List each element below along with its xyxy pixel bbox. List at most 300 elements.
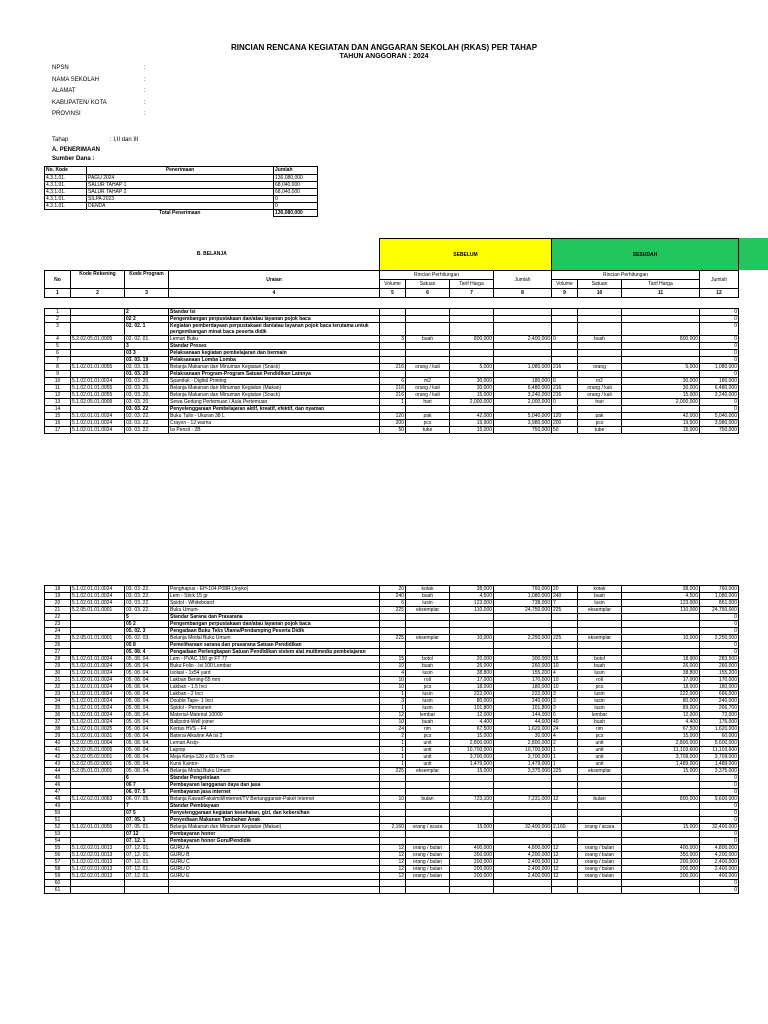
belanja-cell: 200,000 xyxy=(450,873,494,880)
belanja-cell: 07. 05. 01. xyxy=(125,824,169,831)
penerimaan-header-cell: No. Kode xyxy=(45,167,87,175)
belanja-cell: 19,900 xyxy=(622,420,700,427)
belanja-cell: 34 xyxy=(45,698,71,705)
belanja-cell: 02 2 xyxy=(125,316,169,323)
belanja-cell: 0 xyxy=(700,782,739,789)
belanja-cell xyxy=(125,887,169,894)
belanja-header xyxy=(44,238,739,298)
belanja-cell: 18 xyxy=(45,586,71,593)
belanja-cell xyxy=(450,357,494,364)
belanja-cell: 50 xyxy=(380,427,406,434)
belanja-row xyxy=(45,726,739,733)
belanja-row xyxy=(45,628,739,635)
belanja-cell xyxy=(71,838,125,845)
belanja-cell xyxy=(450,642,494,649)
belanja-cell: Pemeliharaan sarana dan prasarana Satuan Pendidikan xyxy=(169,642,380,649)
belanja-cell: 5.1.02.01.01.0055 xyxy=(71,385,125,392)
belanja-cell: 0 xyxy=(700,399,739,406)
belanja-cell: 19,900 xyxy=(450,420,494,427)
belanja-cell: buah xyxy=(578,663,622,670)
column-number-cell: 10 xyxy=(578,289,622,298)
rincian-sesudah-header: Rincian Perhitungan xyxy=(552,271,700,280)
belanja-row xyxy=(45,371,739,378)
belanja-cell: 2 xyxy=(380,733,406,740)
belanja-cell xyxy=(406,357,450,364)
belanja-cell: 2 xyxy=(45,316,71,323)
belanja-cell: 10 xyxy=(380,796,406,803)
belanja-cell xyxy=(622,887,700,894)
belanja-cell: 12,000 xyxy=(622,712,700,719)
belanja-cell: 23 xyxy=(45,621,71,628)
belanja-cell: 15 xyxy=(45,413,71,420)
penerimaan-cell: DENDA xyxy=(87,203,274,210)
belanja-cell: 10,000 xyxy=(450,635,494,642)
belanja-row xyxy=(45,656,739,663)
belanja-cell xyxy=(578,621,622,628)
belanja-cell xyxy=(552,614,578,621)
belanja-cell xyxy=(552,810,578,817)
belanja-cell xyxy=(552,642,578,649)
belanja-cell: 200,000 xyxy=(450,866,494,873)
belanja-row xyxy=(45,712,739,719)
belanja-cell xyxy=(494,775,552,782)
belanja-cell: 26,000 xyxy=(622,663,700,670)
belanja-cell: orang / bulan xyxy=(578,852,622,859)
belanja-cell: 5.1.02.02.01.0013 xyxy=(71,852,125,859)
belanja-cell: roll xyxy=(406,677,450,684)
belanja-cell: 38,800 xyxy=(450,670,494,677)
belanja-cell: Kegiatan pemberdayaan perpustakaan dan/atau layanan pojok baca terutama untuk pengembangan minat baca peserta didik xyxy=(169,323,380,336)
belanja-cell: orang / bulan xyxy=(578,845,622,852)
belanja-cell: 52 xyxy=(45,824,71,831)
belanja-cell: orang / acara xyxy=(406,824,450,831)
belanja-cell: 12 xyxy=(552,859,578,866)
belanja-cell: 260,000 xyxy=(700,663,739,670)
belanja-cell: buah xyxy=(578,593,622,600)
belanja-cell: buah xyxy=(406,663,450,670)
belanja-cell: 225 xyxy=(380,635,406,642)
belanja-cell: lusin xyxy=(578,705,622,712)
belanja-cell: 1,080,000 xyxy=(700,593,739,600)
belanja-cell: 18,000 xyxy=(450,684,494,691)
belanja-row xyxy=(45,775,739,782)
belanja-cell xyxy=(622,343,700,350)
belanja-cell: 31 xyxy=(45,677,71,684)
belanja-cell: 18,900 xyxy=(622,656,700,663)
belanja-cell: 260,000 xyxy=(494,663,552,670)
belanja-cell xyxy=(494,782,552,789)
belanja-cell: 1 xyxy=(552,761,578,768)
belanja-cell: 03. 03. 22. xyxy=(125,600,169,607)
belanja-cell xyxy=(578,775,622,782)
belanja-cell: 12 xyxy=(380,859,406,866)
belanja-cell: 15,000 xyxy=(622,392,700,399)
belanja-cell: 12 xyxy=(380,866,406,873)
belanja-cell: 3 xyxy=(125,343,169,350)
belanja-cell: bulan xyxy=(578,796,622,803)
belanja-row xyxy=(45,880,739,887)
belanja-cell: 24,750,000 xyxy=(494,607,552,614)
belanja-cell xyxy=(494,810,552,817)
belanja-cell: 3 xyxy=(380,698,406,705)
identity-colon: : xyxy=(144,76,146,83)
belanja-cell xyxy=(494,614,552,621)
belanja-cell: orang / bulan xyxy=(406,859,450,866)
belanja-cell: 0 xyxy=(700,642,739,649)
belanja-cell: Spidol - Whiteboard xyxy=(169,600,380,607)
belanja-row xyxy=(45,838,739,845)
belanja-cell xyxy=(552,880,578,887)
belanja-row xyxy=(45,385,739,392)
page-title: RINCIAN RENCANA KEGIATAN DAN ANGGARAN SEKOLAH (RKAS) PER TAHAP xyxy=(230,43,538,52)
belanja-cell: 5.1.02.01.01.0024 xyxy=(71,663,125,670)
belanja-cell: 0 xyxy=(700,316,739,323)
belanja-cell: 200,000 xyxy=(622,859,700,866)
belanja-cell xyxy=(622,775,700,782)
belanja-cell xyxy=(450,350,494,357)
belanja-cell xyxy=(552,323,578,336)
belanja-cell: 30,000 xyxy=(622,385,700,392)
belanja-cell: 180,000 xyxy=(700,378,739,385)
belanja-row xyxy=(45,635,739,642)
belanja-cell: 7 xyxy=(45,357,71,364)
belanja-cell: 89,000 xyxy=(622,705,700,712)
belanja-cell xyxy=(406,775,450,782)
belanja-cell: Lem - Stick 15 gr xyxy=(169,593,380,600)
belanja-cell: 6 xyxy=(552,378,578,385)
belanja-cell xyxy=(552,831,578,838)
belanja-cell: 738,000 xyxy=(494,600,552,607)
belanja-cell: 5.1.02.02.01.0063 xyxy=(71,796,125,803)
belanja-row xyxy=(45,336,739,343)
belanja-cell: Isolasi - 1x54 yard xyxy=(169,670,380,677)
belanja-cell: Standar Pengelolaan xyxy=(169,775,380,782)
belanja-cell: orang / acara xyxy=(578,824,622,831)
belanja-cell xyxy=(71,642,125,649)
belanja-cell: 67,500 xyxy=(450,726,494,733)
belanja-cell xyxy=(622,789,700,796)
belanja-cell xyxy=(380,789,406,796)
belanja-cell: 5.1.02.01.01.0024 xyxy=(71,712,125,719)
belanja-cell: 200 xyxy=(380,420,406,427)
belanja-cell: Lemari Arsip- xyxy=(169,740,380,747)
belanja-cell: 18,000 xyxy=(622,684,700,691)
belanja-cell: 180,000 xyxy=(494,378,552,385)
identity-colon: : xyxy=(144,65,146,71)
belanja-cell: 07. 12. 01. xyxy=(125,852,169,859)
penerimaan-header-cell: Jumlah xyxy=(274,167,318,175)
belanja-cell: Belanja Makanan dan Minuman Kegiatan (Makan) xyxy=(169,385,380,392)
belanja-cell: 1 xyxy=(552,754,578,761)
belanja-cell: 58 xyxy=(45,866,71,873)
identity-label: NAMA SEKOLAH xyxy=(52,76,100,83)
belanja-cell: 0 xyxy=(552,399,578,406)
belanja-cell: 2,400,000 xyxy=(494,873,552,880)
total-penerimaan-label: Total Penerimaan xyxy=(159,210,201,216)
belanja-cell: 38,800 xyxy=(622,670,700,677)
belanja-cell: 2,400,000 xyxy=(494,336,552,343)
belanja-cell: 32,400,000 xyxy=(700,824,739,831)
belanja-cell: orang / bulan xyxy=(578,873,622,880)
belanja-cell: 0 xyxy=(700,649,739,656)
belanja-cell: 5,600,000 xyxy=(700,740,739,747)
belanja-cell: 13 xyxy=(45,399,71,406)
belanja-cell: Kertas HVS - F4 xyxy=(169,726,380,733)
belanja-cell: 110,000 xyxy=(450,607,494,614)
belanja-cell: 5.1.02.01.01.0024 xyxy=(71,593,125,600)
belanja-cell xyxy=(406,817,450,824)
belanja-cell: 1 xyxy=(552,747,578,754)
belanja-cell: Pembayaran langganan daya dan jasa xyxy=(169,782,380,789)
belanja-cell xyxy=(578,614,622,621)
belanja-cell xyxy=(450,309,494,316)
belanja-cell: 12 xyxy=(552,796,578,803)
belanja-cell: 20 xyxy=(45,600,71,607)
belanja-cell xyxy=(169,887,380,894)
penerimaan-row xyxy=(45,182,318,189)
belanja-row xyxy=(45,810,739,817)
belanja-cell xyxy=(494,649,552,656)
belanja-cell xyxy=(494,309,552,316)
belanja-cell: lembar xyxy=(578,712,622,719)
belanja-cell: 5.2.05.01.01.0001 xyxy=(71,635,125,642)
belanja-cell: 53 xyxy=(45,831,71,838)
belanja-cell: Ballpoint-Well joiner xyxy=(169,719,380,726)
belanja-cell: 240,000 xyxy=(494,698,552,705)
belanja-cell xyxy=(71,649,125,656)
belanja-cell: 176,000 xyxy=(700,719,739,726)
identity-label: NPSN xyxy=(52,65,69,71)
belanja-cell xyxy=(578,838,622,845)
belanja-cell: 2 xyxy=(552,740,578,747)
belanja-cell: 10 xyxy=(380,663,406,670)
penerimaan-table xyxy=(44,166,318,217)
belanja-cell: buah xyxy=(578,719,622,726)
volume-header: Volume xyxy=(380,280,406,289)
belanja-cell xyxy=(450,614,494,621)
belanja-cell xyxy=(71,831,125,838)
penerimaan-cell: 68,040,000 xyxy=(274,189,318,196)
belanja-cell: 155,200 xyxy=(700,670,739,677)
belanja-cell: 6,480,000 xyxy=(494,385,552,392)
belanja-cell: 14 xyxy=(45,406,71,413)
belanja-cell: 400,000 xyxy=(450,845,494,852)
belanja-cell: 05. 02. 3 xyxy=(125,628,169,635)
belanja-cell xyxy=(578,406,622,413)
belanja-cell xyxy=(380,621,406,628)
belanja-row xyxy=(45,691,739,698)
belanja-cell: 15,000 xyxy=(450,733,494,740)
belanja-row xyxy=(45,824,739,831)
belanja-cell: 03 3 xyxy=(125,350,169,357)
belanja-cell xyxy=(380,357,406,364)
belanja-cell: Buku Folio - Isi 100 Lembar xyxy=(169,663,380,670)
belanja-cell xyxy=(169,880,380,887)
penerimaan-cell: 4.3.1.01. xyxy=(45,189,87,196)
belanja-cell: GURU E xyxy=(169,873,380,880)
belanja-cell: 240,000 xyxy=(700,698,739,705)
belanja-cell: lusin xyxy=(406,691,450,698)
belanja-cell xyxy=(578,316,622,323)
penerimaan-cell: 68,040,000 xyxy=(274,182,318,189)
belanja-cell: 3,240,000 xyxy=(494,392,552,399)
belanja-cell xyxy=(578,782,622,789)
uraian-header: Uraian xyxy=(169,271,380,289)
belanja-cell: 45 xyxy=(45,775,71,782)
belanja-cell: 44,000 xyxy=(494,719,552,726)
belanja-cell: Penyelenggaraan kegiatan kesehatan, gizi, dan kebersihan xyxy=(169,810,380,817)
belanja-cell: 30,000 xyxy=(494,733,552,740)
belanja-cell: 3,375,000 xyxy=(700,768,739,775)
belanja-cell: unit xyxy=(406,754,450,761)
belanja-cell: 40 xyxy=(552,719,578,726)
belanja-cell: 05. 08. 04. xyxy=(125,705,169,712)
belanja-cell: 9 xyxy=(45,371,71,378)
belanja-cell: 10 xyxy=(45,378,71,385)
belanja-row xyxy=(45,663,739,670)
belanja-cell xyxy=(71,887,125,894)
belanja-cell xyxy=(450,831,494,838)
belanja-cell xyxy=(71,309,125,316)
belanja-cell xyxy=(622,350,700,357)
belanja-cell xyxy=(552,887,578,894)
belanja-cell xyxy=(406,350,450,357)
belanja-cell: 07 12 xyxy=(125,831,169,838)
belanja-cell: 02. 02. 1 xyxy=(125,323,169,336)
belanja-cell xyxy=(578,880,622,887)
belanja-row xyxy=(45,614,739,621)
belanja-cell: 225 xyxy=(552,768,578,775)
column-number-cell: 1 xyxy=(45,289,71,298)
belanja-row xyxy=(45,593,739,600)
satuan-header: Satuan xyxy=(578,280,622,289)
belanja-cell: 120 xyxy=(552,413,578,420)
belanja-row xyxy=(45,309,739,316)
identity-colon: : xyxy=(144,99,146,106)
belanja-cell: 24,750,000 xyxy=(700,607,739,614)
belanja-cell: 38,000 xyxy=(622,586,700,593)
belanja-cell: 1 xyxy=(380,747,406,754)
belanja-cell: 1,620,000 xyxy=(700,726,739,733)
penerimaan-cell: 4.3.1.01. xyxy=(45,203,87,210)
belanja-cell: 3,709,000 xyxy=(700,754,739,761)
belanja-cell: 03. 03. 22. xyxy=(125,427,169,434)
belanja-cell: Belanja Kawat/Faksimili/Internet/TV Berlangganan-Paket Internet xyxy=(169,796,380,803)
belanja-cell: 15,000 xyxy=(622,733,700,740)
belanja-cell: 5 xyxy=(125,614,169,621)
belanja-cell: lusin xyxy=(406,670,450,677)
belanja-cell: 06. 07. 05. xyxy=(125,796,169,803)
belanja-cell: 3 xyxy=(552,705,578,712)
belanja-row xyxy=(45,364,739,371)
belanja-cell: 4,200,000 xyxy=(494,852,552,859)
belanja-cell xyxy=(71,628,125,635)
belanja-cell xyxy=(622,316,700,323)
belanja-cell: 1,479,000 xyxy=(450,761,494,768)
belanja-cell: lusin xyxy=(578,670,622,677)
belanja-cell xyxy=(622,649,700,656)
belanja-cell: eksemplar xyxy=(578,768,622,775)
belanja-cell: 25 xyxy=(45,635,71,642)
belanja-cell: unit xyxy=(406,761,450,768)
belanja-row xyxy=(45,316,739,323)
belanja-cell: 12 xyxy=(380,873,406,880)
belanja-cell: 5.1.02.01.01.0055 xyxy=(71,392,125,399)
belanja-cell: 2,000,000 xyxy=(450,399,494,406)
belanja-cell: 12 xyxy=(552,873,578,880)
column-number-cell: 2 xyxy=(71,289,125,298)
belanja-cell xyxy=(622,803,700,810)
belanja-cell xyxy=(71,810,125,817)
belanja-cell: 03. 03. 22. xyxy=(125,607,169,614)
belanja-cell: 170,000 xyxy=(700,677,739,684)
belanja-table-page1 xyxy=(44,308,739,434)
belanja-cell: 2,800,000 xyxy=(494,740,552,747)
belanja-cell: Lakban Bening-55 mm xyxy=(169,677,380,684)
sebelum-header: SEBELUM xyxy=(380,239,552,271)
belanja-cell: 05. 08. 04. xyxy=(125,684,169,691)
belanja-cell: 07. 12. 01. xyxy=(125,873,169,880)
belanja-cell: orang / kali xyxy=(578,392,622,399)
belanja-cell: 1 xyxy=(380,761,406,768)
belanja-row xyxy=(45,789,739,796)
belanja-row xyxy=(45,733,739,740)
belanja-cell: 41 xyxy=(45,747,71,754)
belanja-cell xyxy=(450,817,494,824)
belanja-cell: 200,000 xyxy=(622,866,700,873)
belanja-cell: 06. 07. 5 xyxy=(125,789,169,796)
identity-row xyxy=(52,76,146,83)
belanja-cell: 5.1.02.01.01.0024 xyxy=(71,684,125,691)
identity-row xyxy=(52,111,146,117)
belanja-cell: 0 xyxy=(700,371,739,378)
belanja-cell: 15,000 xyxy=(450,768,494,775)
belanja-row xyxy=(45,831,739,838)
belanja-cell: Penghapus - EH-104 P08R (Joyko) xyxy=(169,586,380,593)
belanja-cell xyxy=(71,371,125,378)
belanja-cell: 110,000 xyxy=(622,607,700,614)
belanja-cell: Standar Isi xyxy=(169,309,380,316)
belanja-cell xyxy=(622,642,700,649)
identity-colon: : xyxy=(144,111,146,117)
belanja-cell xyxy=(622,621,700,628)
belanja-cell: 33 xyxy=(45,691,71,698)
belanja-cell: pcs xyxy=(406,420,450,427)
column-number-cell: 4 xyxy=(169,289,380,298)
belanja-cell: 20 xyxy=(380,586,406,593)
belanja-cell: Pelaksanaan Program-Program Satuan Pendidikan Lainnya xyxy=(169,371,380,378)
belanja-cell: 15,000 xyxy=(622,824,700,831)
belanja-cell: Baterai Alkaline AA isi 2 xyxy=(169,733,380,740)
belanja-cell: Belanja Modal Buku Umum xyxy=(169,768,380,775)
belanja-cell xyxy=(450,782,494,789)
belanja-cell xyxy=(494,621,552,628)
belanja-cell: buah xyxy=(578,336,622,343)
belanja-cell: 5.1.02.02.01.0013 xyxy=(71,845,125,852)
belanja-cell: 5.1.02.01.01.0055 xyxy=(71,364,125,371)
belanja-cell: 05. 08. 04. xyxy=(125,726,169,733)
belanja-cell: 4,500 xyxy=(450,593,494,600)
belanja-cell: 180,000 xyxy=(700,684,739,691)
belanja-cell: 59 xyxy=(45,873,71,880)
belanja-cell: 6 xyxy=(125,775,169,782)
belanja-cell xyxy=(380,323,406,336)
belanja-cell xyxy=(380,838,406,845)
belanja-cell: 07. 12. 01. xyxy=(125,859,169,866)
belanja-cell: 155,200 xyxy=(494,670,552,677)
belanja-cell: 4 xyxy=(552,733,578,740)
belanja-cell: 24 xyxy=(380,726,406,733)
